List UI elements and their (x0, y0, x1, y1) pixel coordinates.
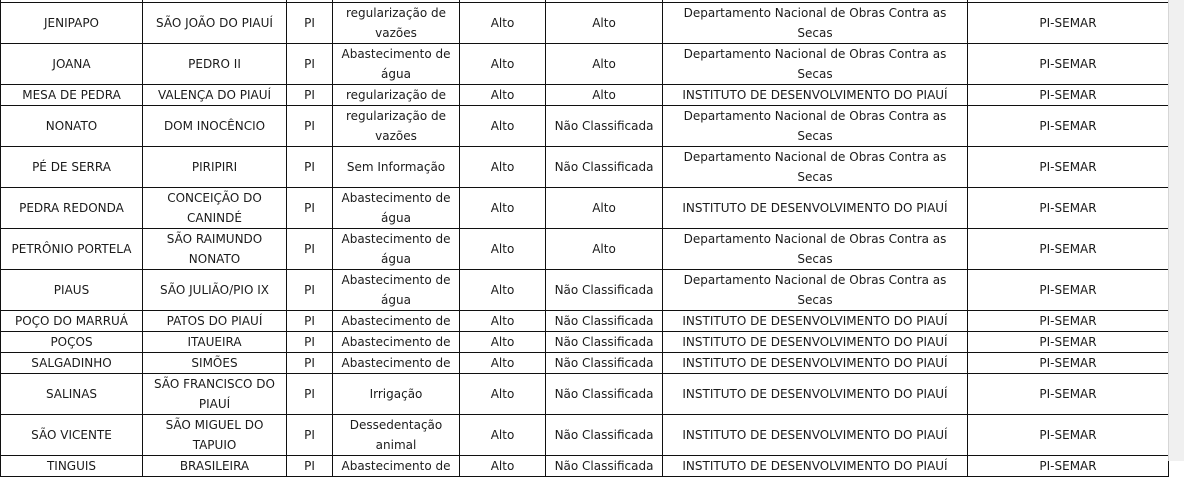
cell-dam-name[interactable]: PETRÔNIO PORTELA (1, 229, 143, 270)
cell-municipality[interactable]: SÃO JOÃO DO PIAUÍ (143, 3, 287, 44)
cell-inspector[interactable]: PI-SEMAR (968, 415, 1169, 456)
cell-owner-entity[interactable]: Departamento Nacional de Obras Contra as Secas (663, 270, 968, 311)
table-row (1, 106, 1169, 147)
cell-risk-category[interactable]: Alto (460, 415, 546, 456)
cell-main-use[interactable]: Sem Informação (333, 147, 460, 188)
cell-state[interactable]: PI (287, 270, 333, 311)
cell-inspector[interactable]: PI-SEMAR (968, 229, 1169, 270)
cell-dam-name[interactable]: TINGUIS (1, 456, 143, 477)
cell-owner-entity[interactable]: INSTITUTO DE DESENVOLVIMENTO DO PIAUÍ (663, 374, 968, 415)
cell-potential-damage[interactable]: Alto (546, 44, 663, 85)
cell-main-use[interactable]: Abastecimento de água (333, 270, 460, 311)
cell-inspector[interactable]: PI-SEMAR (968, 374, 1169, 415)
cell-main-use[interactable]: Abastecimento de (333, 311, 460, 332)
cell-risk-category[interactable]: Alto (460, 374, 546, 415)
cell-state[interactable]: PI (287, 3, 333, 44)
cell-risk-category[interactable]: Alto (460, 85, 546, 106)
cell-dam-name[interactable]: SALINAS (1, 374, 143, 415)
cell-potential-damage[interactable]: Alto (546, 229, 663, 270)
cell-potential-damage[interactable]: Não Classificada (546, 456, 663, 477)
cell-state[interactable]: PI (287, 147, 333, 188)
cell-risk-category[interactable]: Alto (460, 106, 546, 147)
cell-inspector[interactable]: PI-SEMAR (968, 44, 1169, 85)
cell-dam-name[interactable]: MESA DE PEDRA (1, 85, 143, 106)
cell-potential-damage[interactable]: Não Classificada (546, 311, 663, 332)
cell-owner-entity[interactable]: INSTITUTO DE DESENVOLVIMENTO DO PIAUÍ (663, 415, 968, 456)
cell-inspector[interactable]: PI-SEMAR (968, 353, 1169, 374)
table-row (1, 311, 1169, 332)
cell-main-use[interactable]: Abastecimento de (333, 456, 460, 477)
table-row (1, 3, 1169, 44)
cell-inspector[interactable]: PI-SEMAR (968, 188, 1169, 229)
cell-municipality[interactable]: SÃO RAIMUNDO NONATO (143, 229, 287, 270)
cell-potential-damage[interactable]: Não Classificada (546, 106, 663, 147)
cell-municipality[interactable]: SÃO FRANCISCO DO PIAUÍ (143, 374, 287, 415)
cell-dam-name[interactable]: PÉ DE SERRA (1, 147, 143, 188)
cell-owner-entity[interactable]: INSTITUTO DE DESENVOLVIMENTO DO PIAUÍ (663, 332, 968, 353)
cell-dam-name[interactable]: PEDRA REDONDA (1, 188, 143, 229)
table-row (1, 44, 1169, 85)
cell-municipality[interactable]: DOM INOCÊNCIO (143, 106, 287, 147)
cell-municipality[interactable]: ITAUEIRA (143, 332, 287, 353)
cell-risk-category[interactable]: Alto (460, 332, 546, 353)
cell-potential-damage[interactable]: Não Classificada (546, 147, 663, 188)
cell-state[interactable]: PI (287, 311, 333, 332)
table-row (1, 456, 1169, 477)
cell-dam-name[interactable]: JOANA (1, 44, 143, 85)
table-row (1, 229, 1169, 270)
cell-state[interactable]: PI (287, 44, 333, 85)
cell-risk-category[interactable]: Alto (460, 3, 546, 44)
cell-potential-damage[interactable]: Alto (546, 85, 663, 106)
cell-inspector[interactable]: PI-SEMAR (968, 147, 1169, 188)
cell-main-use[interactable]: regularização de vazões (333, 106, 460, 147)
cell-state[interactable]: PI (287, 374, 333, 415)
cell-inspector[interactable]: PI-SEMAR (968, 85, 1169, 106)
cell-risk-category[interactable]: Alto (460, 311, 546, 332)
cell-main-use[interactable]: Abastecimento de (333, 353, 460, 374)
cell-state[interactable]: PI (287, 456, 333, 477)
cell-dam-name[interactable]: POÇOS (1, 332, 143, 353)
cell-municipality[interactable]: CONCEIÇÃO DO CANINDÉ (143, 188, 287, 229)
cell-owner-entity[interactable]: Departamento Nacional de Obras Contra as Secas (663, 3, 968, 44)
cell-state[interactable]: PI (287, 188, 333, 229)
cell-main-use[interactable]: regularização de (333, 85, 460, 106)
table-row (1, 332, 1169, 353)
cell-owner-entity[interactable]: INSTITUTO DE DESENVOLVIMENTO DO PIAUÍ (663, 456, 968, 477)
cell-owner-entity[interactable]: Departamento Nacional de Obras Contra as Secas (663, 147, 968, 188)
cell-main-use[interactable]: Irrigação (333, 374, 460, 415)
cell-municipality[interactable]: SÃO JULIÃO/PIO IX (143, 270, 287, 311)
cell-owner-entity[interactable]: INSTITUTO DE DESENVOLVIMENTO DO PIAUÍ (663, 188, 968, 229)
cell-owner-entity[interactable]: Departamento Nacional de Obras Contra as Secas (663, 44, 968, 85)
cell-inspector[interactable]: PI-SEMAR (968, 106, 1169, 147)
cell-dam-name[interactable]: PIAUS (1, 270, 143, 311)
cell-risk-category[interactable]: Alto (460, 456, 546, 477)
cell-potential-damage[interactable]: Não Classificada (546, 353, 663, 374)
cell-main-use[interactable]: Abastecimento de água (333, 44, 460, 85)
cell-risk-category[interactable]: Alto (460, 229, 546, 270)
cell-risk-category[interactable]: Alto (460, 147, 546, 188)
cell-inspector[interactable]: PI-SEMAR (968, 270, 1169, 311)
cell-municipality[interactable]: PEDRO II (143, 44, 287, 85)
cell-risk-category[interactable]: Alto (460, 44, 546, 85)
cell-state[interactable]: PI (287, 353, 333, 374)
cell-risk-category[interactable]: Alto (460, 353, 546, 374)
cell-state[interactable]: PI (287, 332, 333, 353)
cell-state[interactable]: PI (287, 106, 333, 147)
cell-dam-name[interactable]: NONATO (1, 106, 143, 147)
cell-owner-entity[interactable]: INSTITUTO DE DESENVOLVIMENTO DO PIAUÍ (663, 353, 968, 374)
cell-owner-entity[interactable]: INSTITUTO DE DESENVOLVIMENTO DO PIAUÍ (663, 311, 968, 332)
table-row (1, 147, 1169, 188)
cell-main-use[interactable]: Abastecimento de água (333, 188, 460, 229)
cell-dam-name[interactable]: JENIPAPO (1, 3, 143, 44)
cell-municipality[interactable]: BRASILEIRA (143, 456, 287, 477)
vertical-scrollbar[interactable] (1168, 0, 1184, 461)
cell-inspector[interactable]: PI-SEMAR (968, 3, 1169, 44)
cell-main-use[interactable]: Abastecimento de (333, 332, 460, 353)
cell-potential-damage[interactable]: Não Classificada (546, 415, 663, 456)
cell-municipality[interactable]: PATOS DO PIAUÍ (143, 311, 287, 332)
cell-inspector[interactable]: PI-SEMAR (968, 456, 1169, 477)
cell-inspector[interactable]: PI-SEMAR (968, 311, 1169, 332)
cell-municipality[interactable]: SIMÕES (143, 353, 287, 374)
table-row (1, 374, 1169, 415)
cell-potential-damage[interactable]: Alto (546, 3, 663, 44)
cell-dam-name[interactable]: SALGADINHO (1, 353, 143, 374)
cell-state[interactable]: PI (287, 229, 333, 270)
cell-municipality[interactable]: PIRIPIRI (143, 147, 287, 188)
cell-state[interactable]: PI (287, 85, 333, 106)
cell-main-use[interactable]: Dessedentação animal (333, 415, 460, 456)
cell-dam-name[interactable]: SÃO VICENTE (1, 415, 143, 456)
cell-inspector[interactable]: PI-SEMAR (968, 332, 1169, 353)
table-row (1, 85, 1169, 106)
cell-dam-name[interactable]: POÇO DO MARRUÁ (1, 311, 143, 332)
cell-potential-damage[interactable]: Alto (546, 188, 663, 229)
cell-potential-damage[interactable]: Não Classificada (546, 374, 663, 415)
cell-state[interactable]: PI (287, 415, 333, 456)
cell-main-use[interactable]: regularização de vazões (333, 3, 460, 44)
cell-main-use[interactable]: Abastecimento de água (333, 229, 460, 270)
cell-potential-damage[interactable]: Não Classificada (546, 270, 663, 311)
table-row (1, 353, 1169, 374)
cell-owner-entity[interactable]: Departamento Nacional de Obras Contra as Secas (663, 106, 968, 147)
cell-owner-entity[interactable]: INSTITUTO DE DESENVOLVIMENTO DO PIAUÍ (663, 85, 968, 106)
cell-risk-category[interactable]: Alto (460, 188, 546, 229)
cell-municipality[interactable]: VALENÇA DO PIAUÍ (143, 85, 287, 106)
table-row (1, 188, 1169, 229)
table-row (1, 270, 1169, 311)
cell-potential-damage[interactable]: Não Classificada (546, 332, 663, 353)
cell-risk-category[interactable]: Alto (460, 270, 546, 311)
cell-municipality[interactable]: SÃO MIGUEL DO TAPUIO (143, 415, 287, 456)
table-row (1, 415, 1169, 456)
cell-owner-entity[interactable]: Departamento Nacional de Obras Contra as Secas (663, 229, 968, 270)
